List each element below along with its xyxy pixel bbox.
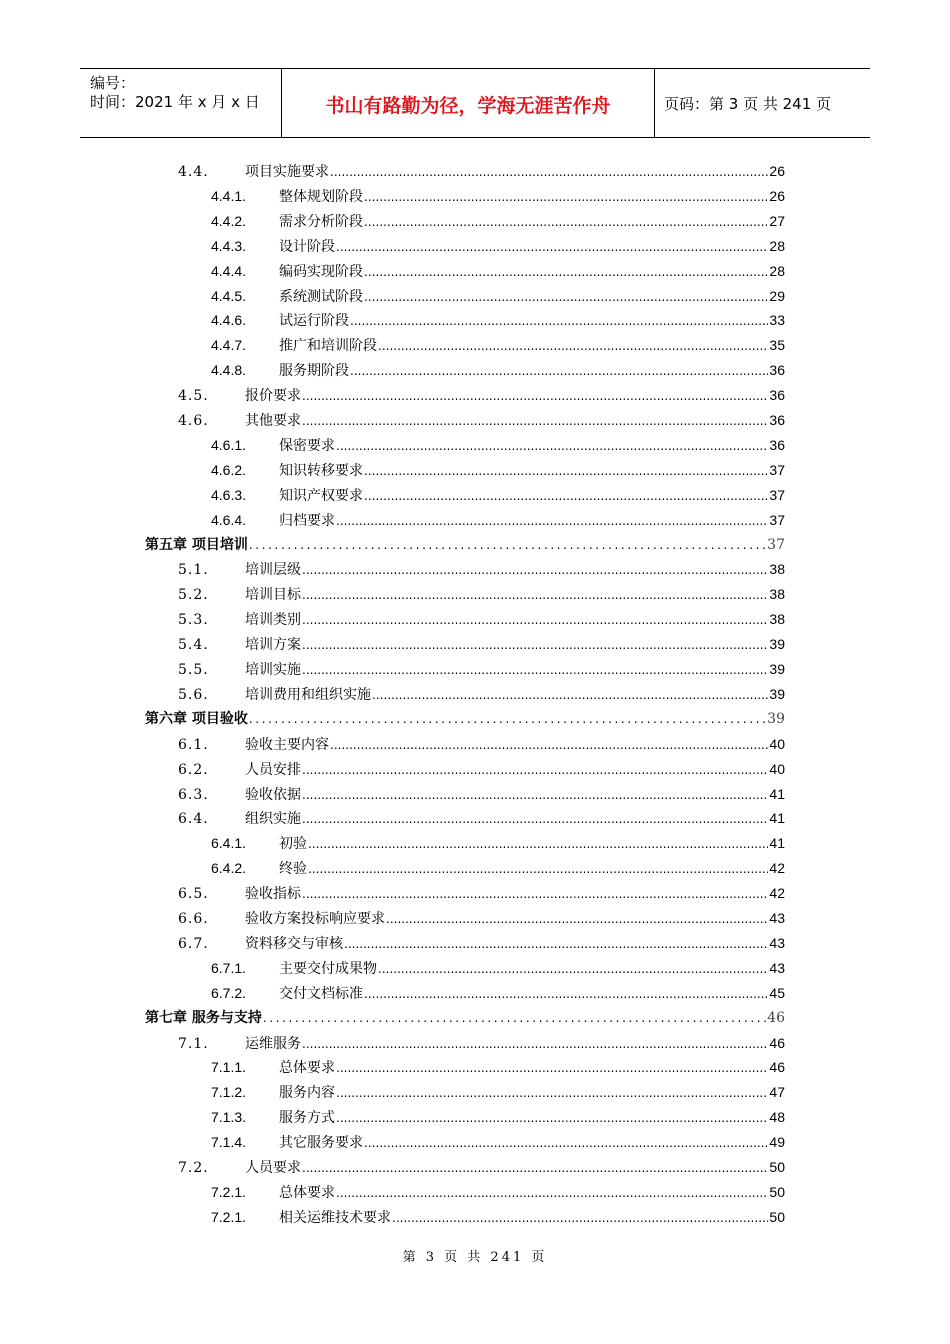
toc-entry-number: 4.4.3. [211,237,247,254]
toc-entry-page: 46 [767,1009,785,1026]
toc-dot-leader [386,908,768,930]
toc-entry-title: 报价要求 [245,388,301,405]
toc-entry[interactable] [211,1131,785,1153]
toc-dot-leader [302,385,768,407]
toc-entry[interactable] [211,857,785,879]
toc-entry-page: 38 [769,586,785,603]
toc-dot-leader [364,1132,768,1154]
toc-entry[interactable] [178,882,785,904]
page-header [80,68,870,138]
toc-entry[interactable] [178,932,785,954]
toc-dot-leader [302,883,768,905]
toc-entry-title: 设计阶段 [279,238,335,255]
toc-entry-page: 26 [769,187,785,204]
toc-entry-page: 41 [769,835,785,852]
toc-entry-title: 组织实施 [245,811,301,828]
header-page-number: 页码：第 3 页 共 241 页 [664,95,832,113]
toc-entry-number: 6.3. [178,786,209,803]
toc-dot-leader [302,759,768,781]
toc-entry-title: 其它服务要求 [279,1135,363,1152]
toc-entry-number: 6.6. [178,911,209,927]
toc-dot-leader [302,609,768,631]
toc-dot-leader [302,659,768,681]
toc-dot-leader [308,833,768,855]
toc-entry-title: 服务内容 [279,1085,335,1102]
toc-dot-leader [302,410,768,432]
toc-entry-number: 6.1. [178,736,209,753]
toc-entry-title: 整体规划阶段 [279,188,363,205]
toc-entry-page: 36 [769,387,785,404]
toc-entry-number: 7.1.1. [211,1059,247,1076]
toc-entry-number: 4.6. [178,413,209,429]
toc-entry-page: 26 [769,163,785,179]
toc-entry[interactable] [178,1156,785,1178]
toc-entry-number: 5.6. [178,686,209,703]
toc-entry-title: 运维服务 [245,1035,301,1052]
toc-entry-title: 培训类别 [245,612,301,629]
toc-entry-page: 43 [769,934,785,951]
toc-entry[interactable] [211,1206,785,1228]
toc-entry-page: 37 [769,486,785,503]
toc-entry-title: 保密要求 [279,437,335,454]
toc-entry-number: 7.1.3. [211,1109,247,1126]
toc-entry-page: 42 [769,885,785,902]
toc-entry-page: 47 [769,1084,785,1101]
toc-entry-number: 6.7. [178,935,209,952]
toc-entry-page: 41 [769,785,785,802]
toc-entry-number: 4.6.1. [211,436,247,453]
toc-entry[interactable] [178,583,785,605]
toc-dot-leader [336,1182,768,1204]
toc-entry[interactable] [178,384,785,406]
toc-entry[interactable] [211,210,785,232]
toc-dot-leader [336,1107,768,1129]
toc-dot-leader [302,1157,768,1179]
toc-dot-leader [302,584,768,606]
header-page-cell [655,69,870,137]
toc-entry-number: 5.3. [178,612,209,629]
toc-entry-title: 验收主要内容 [245,736,329,753]
toc-entry-title: 项目实施要求 [245,164,329,180]
toc-entry-page: 39 [769,661,785,677]
toc-dot-leader [392,1207,768,1229]
toc-entry-number: 4.4.7. [211,337,247,354]
toc-entry-title: 归档要求 [279,512,335,529]
toc-entry-number: 7.2. [178,1160,209,1176]
toc-entry-number: 4.4.8. [211,362,247,379]
toc-entry-number: 7.1. [178,1035,209,1052]
toc-entry[interactable] [211,1056,785,1078]
toc-entry-page: 33 [769,312,785,329]
toc-entry-page: 50 [769,1159,785,1175]
toc-dot-leader [378,958,768,980]
toc-dot-leader [378,335,768,357]
toc-entry-title: 推广和培训阶段 [279,338,377,355]
toc-entry-page: 49 [769,1134,785,1151]
toc-entry[interactable] [211,982,785,1004]
toc-entry-title: 服务期阶段 [279,363,349,380]
toc-entry[interactable] [211,459,785,481]
toc-dot-leader [344,933,768,955]
toc-entry-page: 36 [769,436,785,453]
toc-dot-leader [364,485,768,507]
toc-entry-number: 6.4.1. [211,835,247,852]
toc-entry-number: 4.4.6. [211,312,247,329]
toc-entry-title: 服务方式 [279,1110,335,1127]
toc-entry[interactable] [211,309,785,331]
toc-entry-title: 知识产权要求 [279,487,363,504]
toc-entry-page: 36 [769,362,785,379]
toc-entry-page: 48 [769,1109,785,1126]
toc-dot-leader [336,1057,768,1079]
toc-entry-title: 编码实现阶段 [279,263,363,280]
toc-entry-page: 39 [769,685,785,702]
toc-dot-leader [302,559,768,581]
toc-entry-number: 6.7.2. [211,984,247,1001]
toc-entry-page: 28 [769,237,785,254]
toc-entry[interactable] [211,334,785,356]
toc-dot-leader [302,784,768,806]
toc-entry-number: 4.4.4. [211,262,247,279]
toc-entry-number: 7.1.2. [211,1084,247,1101]
toc-entry-title: 验收指标 [245,886,301,903]
toc-entry-title: 交付文档标准 [279,985,363,1002]
toc-dot-leader [302,634,768,656]
toc-entry[interactable] [211,957,785,979]
toc-entry-title: 人员安排 [245,761,301,778]
toc-entry-page: 36 [769,412,785,428]
toc-entry-page: 43 [769,910,785,926]
toc-entry[interactable] [178,907,785,929]
toc-entry[interactable] [178,409,785,431]
toc-entry-title: 系统测试阶段 [279,288,363,305]
toc-entry[interactable] [178,733,785,755]
toc-entry-number: 4.4.1. [211,187,247,204]
toc-entry-page: 46 [769,1034,785,1051]
toc-dot-leader [336,435,768,457]
toc-entry[interactable] [178,758,785,780]
toc-entry[interactable] [211,832,785,854]
toc-entry-page: 37 [767,536,785,553]
toc-chapter-entry[interactable] [145,534,785,556]
toc-entry-number: 4.6.2. [211,461,247,478]
toc-entry[interactable] [211,260,785,282]
toc-entry-title: 终验 [279,861,307,878]
toc-entry-page: 27 [769,212,785,229]
toc-entry-page: 28 [769,262,785,279]
toc-entry[interactable] [178,608,785,630]
toc-dot-leader [308,858,768,880]
toc-dot-leader [364,261,768,283]
toc-entry[interactable] [211,1181,785,1203]
toc-dot-leader [336,510,768,532]
toc-dot-leader [364,211,768,233]
toc-dot-leader [350,310,768,332]
toc-entry-title: 培训实施 [245,662,301,678]
toc-dot-leader [336,1082,768,1104]
header-motto: 书山有路勤为径，学海无涯苦作舟 [325,95,611,117]
toc-entry-title: 主要交付成果物 [279,960,377,977]
toc-chapter-entry[interactable] [145,708,785,730]
toc-entry-page: 29 [769,287,785,304]
toc-entry-title: 相关运维技术要求 [279,1209,391,1226]
toc-dot-leader [302,1033,768,1055]
toc-entry[interactable] [211,484,785,506]
toc-entry[interactable] [211,509,785,531]
toc-dot-leader [350,360,768,382]
toc-dot-leader [263,1007,766,1029]
toc-entry-page: 42 [769,860,785,877]
toc-entry-number: 7.2.1. [211,1208,247,1225]
toc-entry-page: 50 [769,1183,785,1200]
toc-entry[interactable] [211,359,785,381]
toc-entry-number: 5.5. [178,662,209,678]
toc-entry-title: 第六章 项目验收 [145,710,248,727]
toc-entry[interactable] [211,434,785,456]
toc-entry-title: 需求分析阶段 [279,213,363,230]
toc-entry-number: 6.4. [178,811,209,828]
toc-entry-title: 培训费用和组织实施 [245,686,371,703]
document-code-label: 编号： [90,74,136,92]
toc-entry-number: 5.4. [178,637,209,654]
toc-entry-title: 培训方案 [245,637,301,654]
toc-entry-number: 4.4.2. [211,212,247,229]
toc-entry[interactable] [211,1106,785,1128]
toc-dot-leader [330,161,768,183]
toc-entry-page: 39 [769,636,785,653]
toc-entry-page: 41 [769,810,785,827]
toc-entry-number: 4.6.4. [211,511,247,528]
toc-entry[interactable] [211,235,785,257]
toc-entry-page: 37 [769,511,785,528]
toc-entry-number: 7.1.4. [211,1134,247,1151]
toc-entry-number: 6.4.2. [211,860,247,877]
toc-entry-title: 人员要求 [245,1160,301,1176]
toc-entry-title: 初验 [279,836,307,853]
toc-entry-title: 试运行阶段 [279,313,349,330]
toc-chapter-entry[interactable] [145,1007,785,1029]
page-footer: 第 3 页 共 241 页 [402,1250,548,1265]
toc-entry-page: 50 [769,1208,785,1225]
toc-entry-number: 6.2. [178,761,209,778]
toc-entry-number: 4.4. [178,164,209,180]
toc-entry-number: 4.4.5. [211,287,247,304]
toc-entry-title: 总体要求 [279,1060,335,1077]
document-time-label: 时间：2021 年 x 月 x 日 [90,93,260,111]
toc-entry-title: 第五章 项目培训 [145,536,248,553]
toc-entry-title: 验收方案投标响应要求 [245,911,385,927]
toc-dot-leader [364,186,768,208]
toc-entry-title: 其他要求 [245,413,301,429]
toc-entry[interactable] [211,1081,785,1103]
toc-entry-number: 4.6.3. [211,486,247,503]
toc-entry[interactable] [178,1032,785,1054]
toc-entry[interactable] [178,160,785,182]
toc-entry-title: 第七章 服务与支持 [145,1009,262,1026]
toc-entry-page: 40 [769,735,785,752]
toc-entry-page: 38 [769,561,785,578]
toc-entry-page: 46 [769,1059,785,1076]
toc-entry-title: 知识转移要求 [279,462,363,479]
toc-entry-title: 培训目标 [245,587,301,604]
toc-entry[interactable] [211,285,785,307]
toc-entry-number: 6.7.1. [211,959,247,976]
toc-entry[interactable] [178,633,785,655]
toc-dot-leader [249,708,766,730]
toc-entry-number: 7.2.1. [211,1183,247,1200]
toc-entry-page: 43 [769,959,785,976]
toc-entry-page: 39 [767,710,785,727]
toc-entry[interactable] [178,658,785,680]
toc-entry-page: 38 [769,611,785,628]
toc-entry[interactable] [211,185,785,207]
toc-dot-leader [249,534,766,556]
toc-dot-leader [364,460,768,482]
toc-dot-leader [302,808,768,830]
toc-entry-page: 35 [769,337,785,354]
toc-entry-title: 培训层级 [245,562,301,579]
toc-entry[interactable] [178,807,785,829]
toc-dot-leader [364,286,768,308]
toc-entry-title: 验收依据 [245,786,301,803]
toc-entry[interactable] [178,558,785,580]
toc-entry-number: 5.2. [178,587,209,604]
toc-entry-title: 总体要求 [279,1184,335,1201]
toc-dot-leader [336,236,768,258]
toc-entry-number: 4.5. [178,388,209,405]
toc-entry-number: 6.5. [178,886,209,903]
toc-entry-page: 37 [769,461,785,478]
toc-entry[interactable] [178,783,785,805]
toc-entry-title: 资料移交与审核 [245,935,343,952]
toc-entry-page: 40 [769,760,785,777]
toc-entry-number: 5.1. [178,562,209,579]
header-motto-cell [282,69,655,137]
toc-entry-page: 45 [769,984,785,1001]
header-meta-cell [80,69,282,137]
toc-entry[interactable] [178,683,785,705]
toc-dot-leader [330,734,768,756]
toc-dot-leader [364,983,768,1005]
toc-dot-leader [372,684,768,706]
